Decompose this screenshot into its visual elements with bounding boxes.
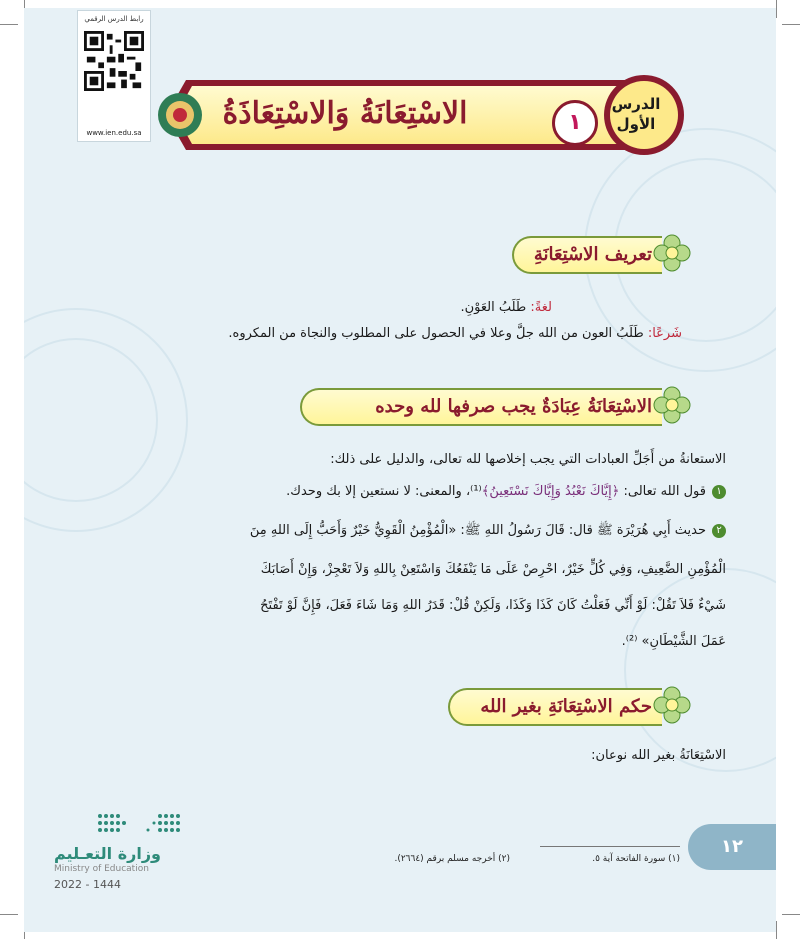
section-heading-ruling	[448, 688, 662, 726]
item-number-badge: ٢	[712, 524, 726, 538]
definition-language	[460, 300, 552, 315]
label-language: لغةً:	[530, 300, 552, 315]
lesson-badge-line1: الدرس	[611, 95, 661, 113]
flower-ornament-icon	[652, 685, 692, 725]
item1-text-b: ⁽¹⁾، والمعنى: لا نستعين إلا بك وحدك.	[286, 484, 482, 499]
crop-mark	[782, 24, 800, 25]
hadith-line-1: حديث أَبِي هُرَيْرَة ﷺ قال: قَالَ رَسُولُ اللهِ ﷺ: «الْمُؤْمِنُ الْقَوِيُّ خَيْرٌ وَأَحَبُّ إِلَى اللهِ مِنَ	[249, 523, 706, 538]
lesson-badge-line2: الأول	[616, 115, 656, 133]
definition-sharia	[228, 326, 682, 341]
flower-ornament-icon	[652, 385, 692, 425]
section-heading-definition	[512, 236, 662, 274]
hadith-line-2: الْمُؤْمِنِ الضَّعِيفِ، وَفِي كُلٍّ خَيْرٌ، احْرِصْ عَلَى مَا يَنْفَعُكَ وَاسْتَعِنْ بِاللهِ وَلاَ تَعْجِزْ، وَإِنْ أَصَابَكَ	[260, 562, 726, 577]
crop-mark	[0, 24, 18, 25]
ministry-name-arabic: وزارة التعـليم	[54, 844, 161, 863]
crop-mark	[0, 914, 18, 915]
hadith-line-3: شَيْءٌ فَلاَ تَقُلْ: لَوْ أَنِّي فَعَلْتُ كَانَ كَذَا وَكَذَا، وَلَكِنْ قُلْ: قَدَرُ اللهِ وَمَا شَاءَ فَعَلَ، فَإِنَّ لَوْ تَفْتَحُ	[260, 598, 726, 613]
qr-code-box[interactable]	[77, 10, 151, 142]
section-heading-text: الاسْتِعَانَةُ عِبَادَةٌ يجب صرفها لله وحده	[375, 396, 652, 417]
qr-code-icon	[84, 31, 144, 91]
lesson-badge	[596, 86, 676, 152]
ruling-intro: الاسْتِعَانَةُ بغير الله نوعان:	[591, 748, 726, 763]
edition-year: 2022 - 1444	[54, 878, 121, 891]
crop-mark	[782, 914, 800, 915]
flower-ornament-icon	[652, 233, 692, 273]
lesson-title: الاسْتِعَانَةُ وَالاسْتِعَاذَةُ	[222, 96, 468, 131]
footnote-2: (٢) أخرجه مسلم برقم (٢٦٦٤).	[394, 854, 510, 864]
section-heading-text: تعريف الاسْتِعَانَةِ	[533, 244, 652, 265]
hadith-line-4: عَمَلَ الشَّيْطَانِ» ⁽²⁾.	[621, 634, 726, 649]
qr-url: www.ien.edu.sa	[86, 129, 142, 137]
evidence-item-1	[286, 484, 726, 499]
worship-intro: الاستعانةُ من أَجَلِّ العبادات التي يجب إخلاصها لله تعالى، والدليل على ذلك:	[330, 452, 726, 467]
definition-language-text: طَلَبُ العَوْنِ.	[460, 300, 531, 315]
quran-verse: ﴿إِيَّاكَ نَعْبُدُ وَإِيَّاكَ نَسْتَعِينُ﴾	[481, 484, 620, 499]
section-heading-text: حكم الاسْتِعَانَةِ بغير الله	[480, 696, 652, 717]
page-number: ١٢	[688, 824, 776, 870]
ministry-logo-icon	[96, 812, 186, 838]
footnote-1: (١) سورة الفاتحة آية ٥.	[592, 854, 680, 864]
lesson-number: ١	[552, 100, 598, 146]
label-sharia: شَرعًا:	[647, 326, 682, 341]
section-heading-worship	[300, 388, 662, 426]
item-number-badge: ١	[712, 485, 726, 499]
footnote-divider	[540, 846, 680, 847]
item1-text-a: قول الله تعالى:	[619, 484, 706, 499]
qr-caption: رابط الدرس الرقمي	[84, 15, 144, 23]
crop-mark	[776, 0, 777, 18]
crop-mark	[776, 921, 777, 939]
ministry-name-english: Ministry of Education	[54, 864, 149, 874]
evidence-item-2-line1	[250, 522, 726, 541]
definition-sharia-text: طَلَبُ العون من الله جلَّ وعلا في الحصول على المطلوب والنجاة من المكروه.	[228, 326, 648, 341]
